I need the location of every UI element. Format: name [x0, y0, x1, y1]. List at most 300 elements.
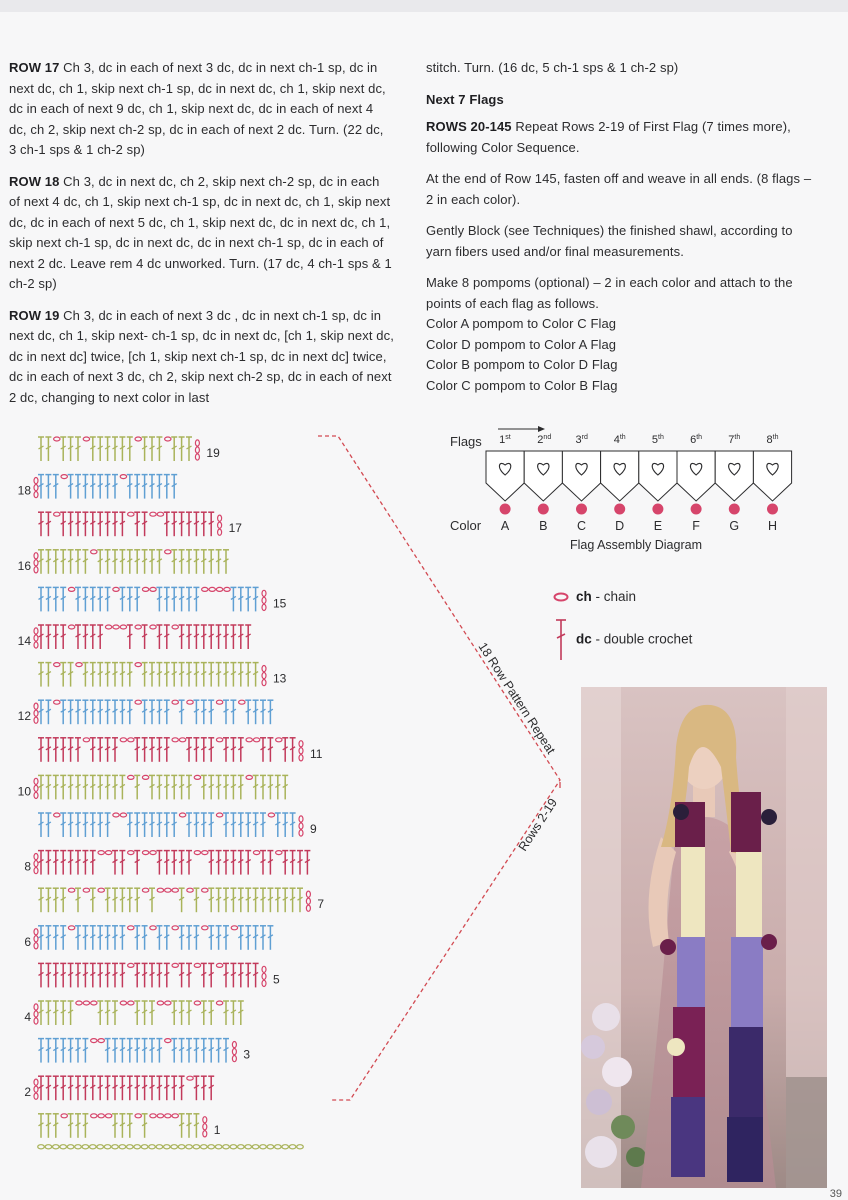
double-crochet-stitch [142, 1076, 148, 1100]
double-crochet-stitch [68, 437, 74, 461]
double-crochet-stitch [156, 851, 162, 875]
double-crochet-stitch [82, 1076, 88, 1100]
turning-chain [299, 741, 303, 747]
chain-stitch [172, 625, 178, 629]
double-crochet-stitch [193, 587, 199, 611]
arrow-head-icon [538, 426, 545, 432]
double-crochet-stitch [90, 512, 96, 536]
double-crochet-stitch [134, 926, 140, 950]
chain-stitch [172, 963, 178, 967]
double-crochet-stitch [119, 775, 125, 799]
double-crochet-stitch [112, 1114, 118, 1138]
chain-stitch [98, 888, 104, 892]
turning-chain [34, 485, 38, 491]
double-crochet-stitch [253, 926, 259, 950]
double-crochet-stitch [127, 475, 133, 499]
double-crochet-stitch [230, 888, 236, 912]
double-crochet-stitch [68, 475, 74, 499]
double-crochet-stitch [90, 625, 96, 649]
double-crochet-stitch [119, 663, 125, 687]
chain-stitch [223, 1145, 230, 1149]
double-crochet-stitch [179, 1076, 185, 1100]
double-crochet-stitch [97, 475, 103, 499]
double-crochet-stitch [53, 1114, 59, 1138]
double-crochet-stitch [45, 512, 51, 536]
double-crochet-stitch [105, 587, 111, 611]
double-crochet-stitch [82, 775, 88, 799]
double-crochet-stitch [53, 1076, 59, 1100]
double-crochet-stitch [60, 1039, 66, 1063]
double-crochet-stitch [68, 663, 74, 687]
double-crochet-stitch [275, 888, 281, 912]
double-crochet-stitch [223, 738, 229, 762]
flag-diagram-caption: Flag Assembly Diagram [570, 538, 702, 552]
chain-stitch [67, 1145, 74, 1149]
chain-stitch [165, 888, 171, 892]
double-crochet-stitch [119, 926, 125, 950]
flags-label: Flags [450, 434, 482, 449]
double-crochet-stitch [38, 963, 44, 987]
chain-stitch [253, 851, 259, 855]
double-crochet-stitch [245, 700, 251, 724]
double-crochet-stitch [164, 738, 170, 762]
double-crochet-stitch [112, 437, 118, 461]
double-crochet-stitch [179, 550, 185, 574]
double-crochet-stitch [53, 1039, 59, 1063]
double-crochet-stitch [119, 963, 125, 987]
flag-color-letter: H [767, 519, 778, 533]
double-crochet-stitch [127, 587, 133, 611]
turning-chain [34, 1093, 38, 1099]
double-crochet-stitch [238, 587, 244, 611]
chain-stitch [135, 663, 141, 667]
double-crochet-stitch [75, 1039, 81, 1063]
chain-stitch [202, 888, 208, 892]
double-crochet-stitch [38, 851, 44, 875]
double-crochet-stitch [179, 1039, 185, 1063]
double-crochet-stitch [53, 475, 59, 499]
turning-chain [34, 792, 38, 798]
double-crochet-stitch [171, 813, 177, 837]
turning-chain [262, 590, 266, 596]
row19-paragraph [9, 306, 394, 409]
double-crochet-stitch [238, 1001, 244, 1025]
double-crochet-stitch [267, 851, 273, 875]
double-crochet-stitch [134, 851, 140, 875]
double-crochet-stitch [112, 963, 118, 987]
double-crochet-stitch [82, 851, 88, 875]
double-crochet-stitch [38, 663, 44, 687]
pompom-dot [729, 504, 740, 515]
double-crochet-stitch [68, 851, 74, 875]
double-crochet-stitch [186, 512, 192, 536]
double-crochet-stitch [223, 813, 229, 837]
double-crochet-stitch [45, 813, 51, 837]
pompom-dot [500, 504, 511, 515]
double-crochet-stitch [97, 1001, 103, 1025]
double-crochet-stitch [134, 813, 140, 837]
chain-stitch [68, 625, 74, 629]
double-crochet-stitch [127, 1114, 133, 1138]
double-crochet-stitch [90, 738, 96, 762]
double-crochet-stitch [60, 1076, 66, 1100]
chart-row [24, 1076, 214, 1100]
chain-stitch [142, 888, 148, 892]
double-crochet-stitch [134, 475, 140, 499]
double-crochet-stitch [156, 700, 162, 724]
double-crochet-stitch [105, 813, 111, 837]
chart-row [18, 775, 289, 799]
page-number: 39 [829, 1188, 842, 1200]
flag-color-letter: B [539, 519, 548, 533]
row17-paragraph [9, 58, 394, 161]
chain-stitch [231, 926, 237, 930]
chain-stitch [260, 1145, 267, 1149]
pompom-dot [767, 504, 778, 515]
double-crochet-stitch [193, 738, 199, 762]
chart-row [18, 625, 252, 649]
double-crochet-stitch [119, 587, 125, 611]
double-crochet-stitch [97, 963, 103, 987]
chain-stitch [142, 587, 148, 591]
double-crochet-stitch [208, 625, 214, 649]
photo-illustration [581, 687, 827, 1188]
flag-color-letter: C [576, 519, 587, 533]
double-crochet-stitch [171, 1039, 177, 1063]
flag-ordinal: 8th [766, 434, 779, 446]
double-crochet-stitch [171, 587, 177, 611]
double-crochet-stitch [208, 1001, 214, 1025]
double-crochet-stitch [119, 888, 125, 912]
chain-stitch [128, 738, 134, 742]
double-crochet-stitch [230, 813, 236, 837]
model-wearing-shawl-photo [581, 687, 827, 1188]
row-number-label: 11 [310, 746, 323, 761]
chain-stitch [91, 1001, 97, 1005]
flag-assembly-diagram [440, 425, 800, 555]
double-crochet-stitch [282, 851, 288, 875]
row-number-label: 10 [17, 784, 31, 799]
double-crochet-stitch [253, 587, 259, 611]
chain-stitch [120, 1001, 126, 1005]
chain-stitch [193, 1145, 200, 1149]
double-crochet-stitch [45, 663, 51, 687]
chain-stitch [135, 1114, 141, 1118]
chain-stitch [105, 851, 111, 855]
turning-chain [34, 1004, 38, 1010]
double-crochet-stitch [60, 512, 66, 536]
turning-chain [195, 440, 199, 446]
pompom-dot [652, 504, 663, 515]
double-crochet-stitch [245, 851, 251, 875]
double-crochet-stitch [75, 888, 81, 912]
double-crochet-stitch [186, 663, 192, 687]
double-crochet-stitch [223, 888, 229, 912]
double-crochet-stitch [267, 926, 273, 950]
chart-rows [18, 437, 325, 1149]
chart-row [38, 587, 287, 611]
double-crochet-stitch [97, 512, 103, 536]
chart-row [24, 926, 273, 950]
chain-stitch [141, 1145, 148, 1149]
double-crochet-stitch [253, 775, 259, 799]
double-crochet-stitch [245, 926, 251, 950]
turning-chain [306, 898, 310, 904]
double-crochet-stitch [105, 512, 111, 536]
chain-stitch [216, 963, 222, 967]
double-crochet-stitch [156, 775, 162, 799]
chain-stitch [246, 738, 252, 742]
double-crochet-stitch [245, 625, 251, 649]
chain-stitch [68, 587, 74, 591]
double-crochet-stitch [38, 1001, 44, 1025]
double-crochet-stitch [267, 738, 273, 762]
double-crochet-stitch [142, 813, 148, 837]
turning-chain [218, 529, 222, 535]
chain-stitch [83, 738, 89, 742]
pompom-dot [691, 504, 702, 515]
rows-range-label: Rows 2-19 [515, 795, 561, 854]
double-crochet-stitch [105, 1039, 111, 1063]
double-crochet-stitch [45, 963, 51, 987]
double-crochet-stitch [112, 475, 118, 499]
double-crochet-stitch [290, 813, 296, 837]
double-crochet-stitch [230, 1001, 236, 1025]
chain-stitch [215, 1145, 222, 1149]
chain-stitch [98, 851, 104, 855]
double-crochet-stitch [193, 813, 199, 837]
double-crochet-stitch [142, 437, 148, 461]
double-crochet-stitch [201, 1039, 207, 1063]
double-crochet-stitch [156, 1076, 162, 1100]
double-crochet-stitch [164, 587, 170, 611]
double-crochet-stitch [216, 851, 222, 875]
chain-stitch [186, 1145, 193, 1149]
chain-stitch [246, 775, 252, 779]
double-crochet-stitch [119, 851, 125, 875]
double-crochet-stitch [75, 437, 81, 461]
chart-row [38, 888, 324, 912]
double-crochet-stitch [82, 963, 88, 987]
row-number-label: 7 [317, 897, 325, 912]
double-crochet-stitch [193, 512, 199, 536]
double-crochet-stitch [179, 625, 185, 649]
double-crochet-stitch [238, 663, 244, 687]
chain-stitch [165, 550, 171, 554]
double-crochet-stitch [208, 663, 214, 687]
row18-text: Ch 3, dc in next dc, ch 2, skip next ch-2 sp, dc in each of next 4 dc, ch 1, skip next ch-1 sp, dc in next dc, ch 1, skip next dc, dc in each of next 5 dc, ch 1, skip next dc, dc in next dc, ch 1, skip next ch-1 sp, dc in next dc, dc in next ch-1 sp, dc in each of next 2 dc. Leave rem 4 dc unworked. Turn. (17 dc, 4 ch-1 sps & 1 ch-2 sp) [9, 173, 392, 291]
double-crochet-stitch [245, 663, 251, 687]
double-crochet-stitch [179, 587, 185, 611]
double-crochet-stitch [260, 851, 266, 875]
chain-stitch [224, 587, 230, 591]
chain-stitch [150, 587, 156, 591]
double-crochet-stitch [290, 851, 296, 875]
double-crochet-stitch [127, 437, 133, 461]
double-crochet-stitch [297, 851, 303, 875]
chain-stitch [289, 1145, 296, 1149]
flag-color-letter: D [615, 519, 625, 533]
double-crochet-stitch [164, 963, 170, 987]
chain-stitch [194, 775, 200, 779]
chain-stitch [208, 1145, 215, 1149]
chain-stitch [120, 738, 126, 742]
turning-chain [34, 868, 38, 874]
chart-row [18, 550, 229, 574]
double-crochet-stitch [68, 1001, 74, 1025]
double-crochet-stitch [127, 813, 133, 837]
chart-row [38, 663, 287, 687]
chain-stitch [68, 888, 74, 892]
double-crochet-stitch [216, 1039, 222, 1063]
double-crochet-stitch [253, 963, 259, 987]
row-number-label: 5 [273, 972, 280, 987]
chain-stitch [194, 851, 200, 855]
double-crochet-stitch [53, 775, 59, 799]
chain-stitch [120, 813, 126, 817]
double-crochet-stitch [82, 813, 88, 837]
double-crochet-stitch [119, 1076, 125, 1100]
double-crochet-stitch [282, 775, 288, 799]
double-crochet-stitch [127, 1076, 133, 1100]
flag-color-letter: G [729, 519, 740, 533]
double-crochet-stitch [201, 550, 207, 574]
turning-chain [218, 515, 222, 521]
double-crochet-stitch [112, 851, 118, 875]
turning-chain [34, 861, 38, 867]
double-crochet-stitch [201, 1076, 207, 1100]
double-crochet-stitch [208, 963, 214, 987]
double-crochet-stitch [164, 813, 170, 837]
double-crochet-stitch [68, 1076, 74, 1100]
flag-ordinal: 4th [613, 434, 626, 446]
double-crochet-stitch [179, 700, 185, 724]
chart-row [18, 700, 274, 724]
page-top-edge [0, 0, 848, 12]
double-crochet-stitch [38, 1076, 44, 1100]
turning-chain [203, 1131, 207, 1137]
double-crochet-stitch [75, 813, 81, 837]
double-crochet-stitch [60, 926, 66, 950]
double-crochet-stitch [142, 625, 148, 649]
chain-stitch [150, 926, 156, 930]
chain-stitch [276, 851, 282, 855]
chain-stitch [128, 851, 134, 855]
chain-stitch [178, 1145, 185, 1149]
chain-stitch [202, 926, 208, 930]
double-crochet-stitch [216, 625, 222, 649]
turning-chain [34, 785, 38, 791]
double-crochet-stitch [238, 813, 244, 837]
double-crochet-stitch [179, 851, 185, 875]
double-crochet-stitch [186, 1001, 192, 1025]
chain-stitch [91, 1114, 97, 1118]
double-crochet-stitch [97, 663, 103, 687]
double-crochet-stitch [186, 625, 192, 649]
double-crochet-stitch [142, 700, 148, 724]
chain-stitch [157, 512, 163, 516]
chain-stitch [172, 700, 178, 704]
double-crochet-stitch [127, 663, 133, 687]
double-crochet-stitch [82, 1114, 88, 1138]
double-crochet-stitch [193, 1076, 199, 1100]
double-crochet-stitch [208, 1039, 214, 1063]
double-crochet-stitch [156, 663, 162, 687]
chain-stitch [135, 625, 141, 629]
chain-stitch [120, 625, 126, 629]
chain-stitch [53, 1145, 60, 1149]
double-crochet-stitch [105, 550, 111, 574]
double-crochet-stitch [134, 963, 140, 987]
double-crochet-stitch [223, 963, 229, 987]
chain-stitch [119, 1145, 126, 1149]
double-crochet-stitch [112, 663, 118, 687]
double-crochet-stitch [112, 738, 118, 762]
double-crochet-stitch [156, 587, 162, 611]
turning-chain [195, 447, 199, 453]
double-crochet-stitch [38, 926, 44, 950]
double-crochet-stitch [53, 738, 59, 762]
double-crochet-stitch [149, 963, 155, 987]
chain-stitch [187, 1076, 193, 1080]
row-number-label: 12 [17, 709, 31, 724]
legend-chain [552, 589, 636, 604]
double-crochet-stitch [238, 738, 244, 762]
turning-chain [262, 973, 266, 979]
row19-continuation: stitch. Turn. (16 dc, 5 ch-1 sps & 1 ch-2 sp) [426, 60, 679, 75]
flag-color-letter: E [653, 519, 663, 533]
chain-stitch [83, 437, 89, 441]
chain-stitch [61, 1114, 67, 1118]
double-crochet-stitch [193, 663, 199, 687]
chain-stitch [128, 512, 134, 516]
turning-chain [34, 778, 38, 784]
chain-stitch [128, 963, 134, 967]
double-crochet-stitch [45, 550, 51, 574]
chain-stitch [157, 1001, 163, 1005]
chain-stitch [216, 738, 222, 742]
double-crochet-stitch [68, 775, 74, 799]
double-crochet-stitch [90, 963, 96, 987]
double-crochet-stitch [164, 475, 170, 499]
chain-stitch [150, 625, 156, 629]
double-crochet-stitch [68, 550, 74, 574]
chain-stitch [120, 475, 126, 479]
double-crochet-stitch [53, 963, 59, 987]
double-crochet-stitch [90, 888, 96, 912]
double-crochet-stitch [60, 625, 66, 649]
double-crochet-stitch [134, 512, 140, 536]
row-number-label: 13 [273, 671, 287, 686]
double-crochet-stitch [267, 700, 273, 724]
double-crochet-stitch [75, 738, 81, 762]
double-crochet-stitch [164, 1076, 170, 1100]
chain-stitch [165, 1001, 171, 1005]
chain-stitch [187, 700, 193, 704]
turning-chain [34, 553, 38, 559]
double-crochet-stitch [60, 738, 66, 762]
double-crochet-stitch [60, 851, 66, 875]
double-crochet-stitch [112, 888, 118, 912]
double-crochet-stitch [156, 1039, 162, 1063]
rows-text: Repeat Rows 2-19 of First Flag (7 times more), following Color Sequence. [426, 119, 791, 155]
turning-chain [203, 1117, 207, 1123]
double-crochet-stitch [179, 963, 185, 987]
double-crochet-stitch [45, 625, 51, 649]
double-crochet-stitch [75, 851, 81, 875]
double-crochet-stitch [142, 1001, 148, 1025]
double-crochet-stitch [216, 775, 222, 799]
